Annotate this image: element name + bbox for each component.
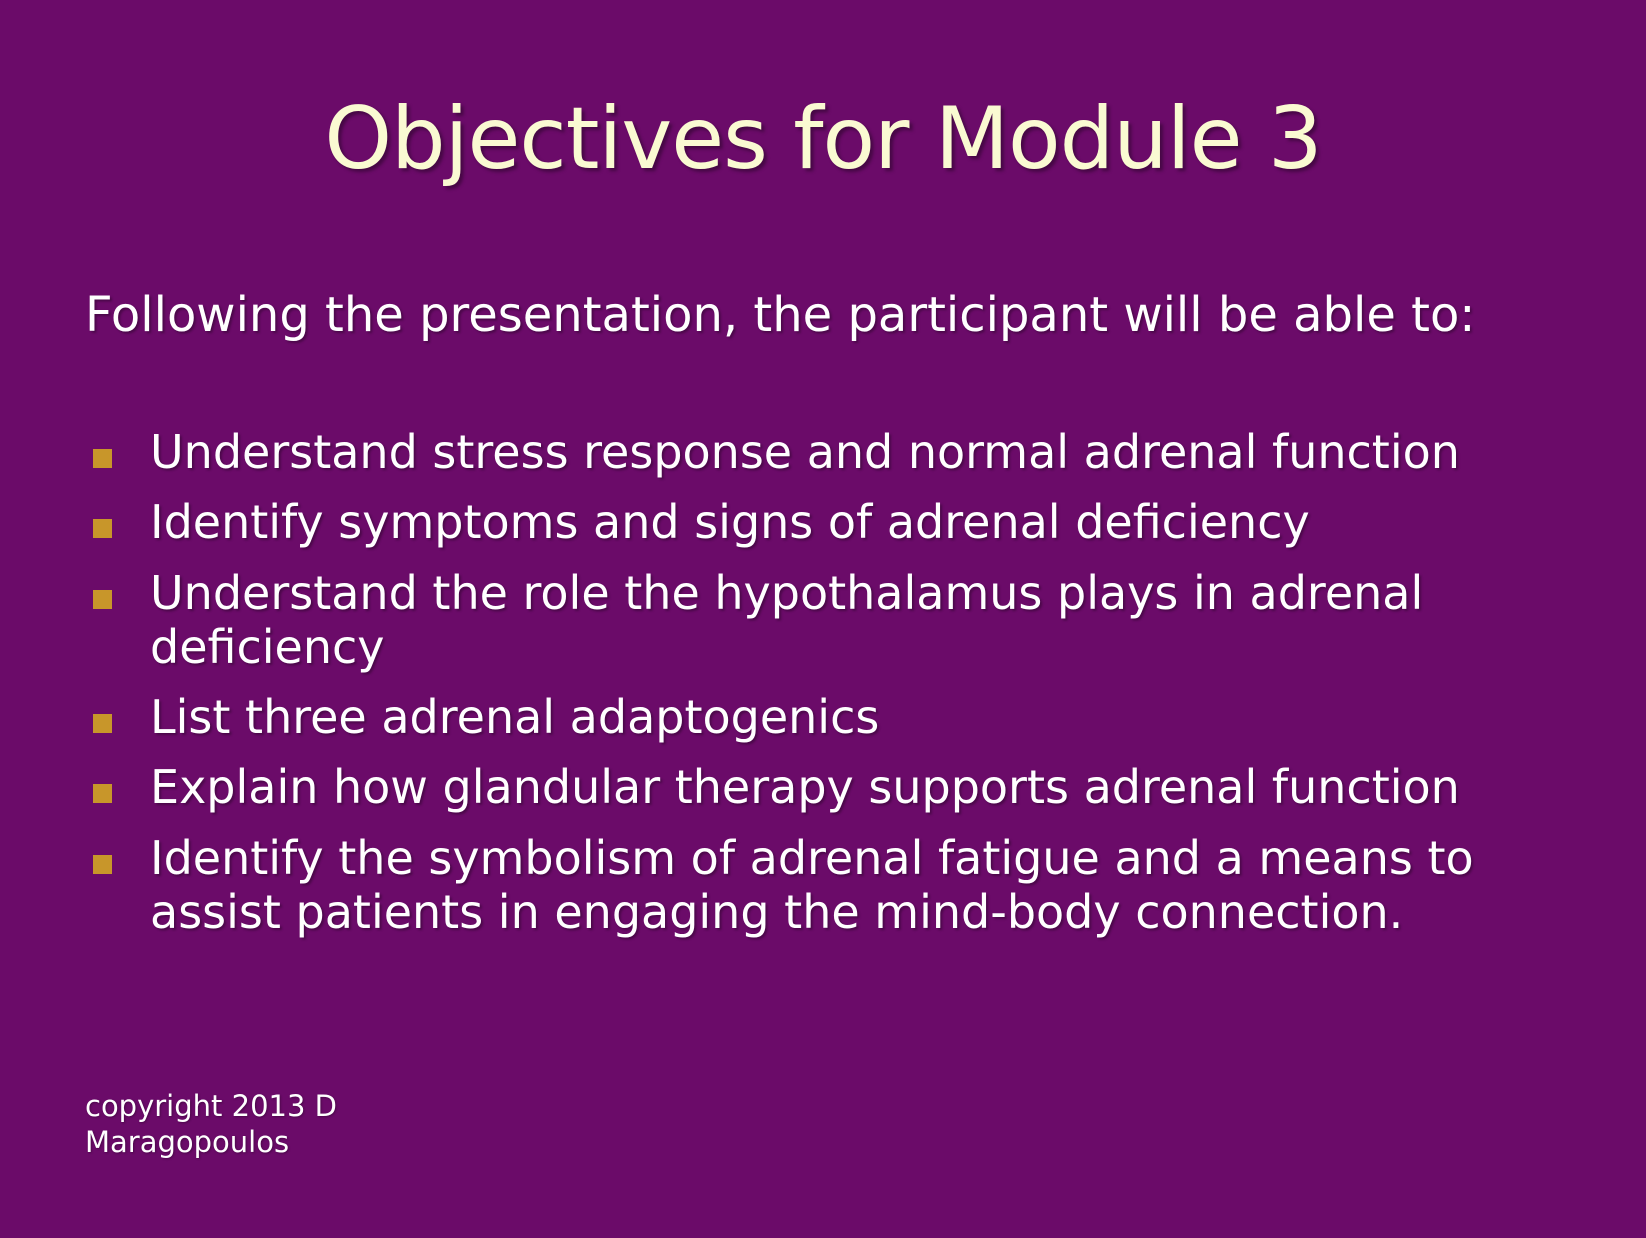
list-item	[85, 425, 1565, 479]
square-bullet-icon	[93, 590, 112, 609]
objectives-list	[85, 425, 1565, 955]
list-item-label: Explain how glandular therapy supports adrenal function	[150, 760, 1460, 815]
list-item	[85, 495, 1565, 549]
list-item	[85, 566, 1565, 675]
list-item-label: Identify symptoms and signs of adrenal deficiency	[150, 495, 1310, 550]
square-bullet-icon	[93, 449, 112, 468]
list-item-label: Understand stress response and normal adrenal function	[150, 425, 1460, 479]
square-bullet-icon	[93, 519, 112, 538]
list-item	[85, 831, 1565, 940]
list-item-label: Identify the symbolism of adrenal fatigue and a means to assist patients in engaging the mind-body connection.	[150, 830, 1474, 939]
page-title: Objectives for Module 3	[324, 89, 1322, 189]
list-item-label: Understand the role the hypothalamus plays in adrenal deficiency	[150, 565, 1424, 674]
list-item-label: List three adrenal adaptogenics	[150, 690, 880, 745]
list-item	[85, 690, 1565, 744]
list-item	[85, 760, 1565, 814]
square-bullet-icon	[93, 855, 112, 874]
intro-text: Following the presentation, the participant will be able to:	[85, 287, 1476, 343]
square-bullet-icon	[93, 714, 112, 733]
copyright-note: copyright 2013 D Maragopoulos	[85, 1088, 337, 1159]
square-bullet-icon	[93, 784, 112, 803]
